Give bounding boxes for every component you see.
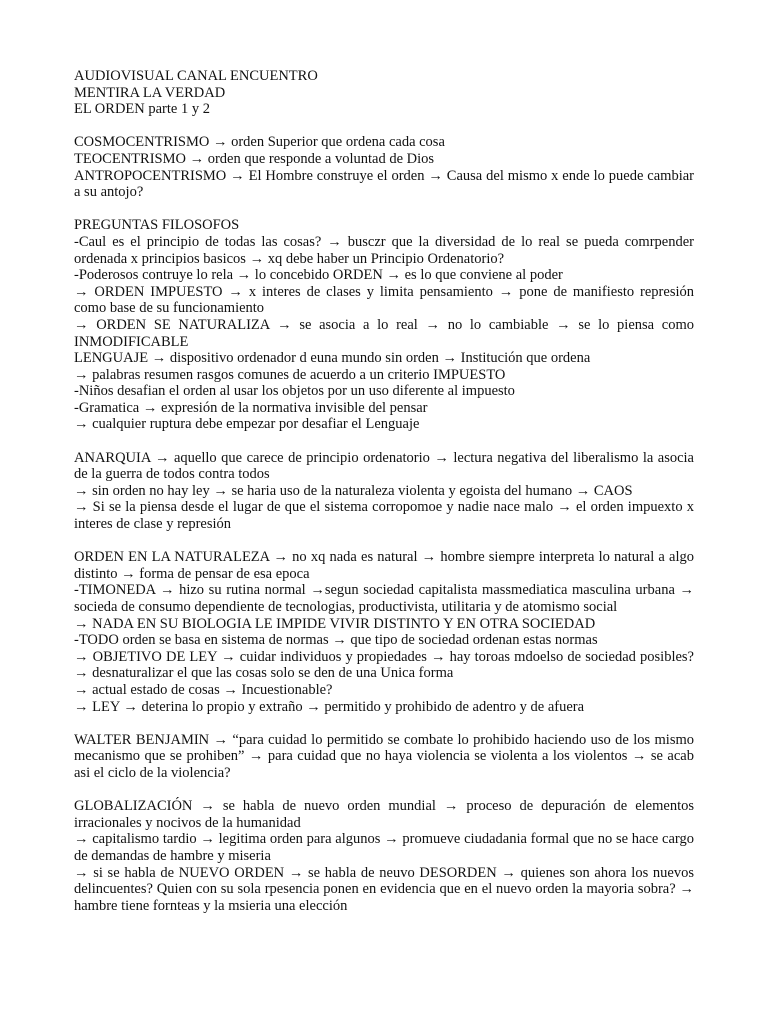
header-line: MENTIRA LA VERDAD bbox=[74, 84, 226, 101]
paragraph-line: GLOBALIZACIÓN → se habla de nuevo orden mundial → proceso de depuración de elementos irracionales y nocivos de la humanidad bbox=[74, 798, 694, 831]
paragraph-line: -Gramatica → expresión de la normativa invisible del pensar bbox=[74, 399, 428, 416]
paragraph-line: -Poderosos contruye lo rela → lo concebido ORDEN → es lo que conviene al poder bbox=[74, 267, 563, 284]
paragraph-line: → si se habla de NUEVO ORDEN → se habla de neuvo DESORDEN → quienes son ahora los nuevos delincuentes? Quien con su sola rpesencia ponen en evidencia que en el nuevo orden la mayoria sobra? → hambre tiene fornteas y la msieria una elección bbox=[74, 864, 694, 914]
paragraph-line: PREGUNTAS FILOSOFOS bbox=[74, 217, 240, 234]
header-line: EL ORDEN parte 1 y 2 bbox=[74, 101, 210, 118]
paragraph-line: LENGUAJE → dispositivo ordenador d euna mundo sin orden → Institución que ordena bbox=[74, 350, 591, 367]
paragraph-line: → ORDEN IMPUESTO → x interes de clases y limita pensamiento → pone de manifiesto represión como base de su funcionamiento bbox=[74, 283, 694, 317]
paragraph-line: → NADA EN SU BIOLOGIA LE IMPIDE VIVIR DISTINTO Y EN OTRA SOCIEDAD bbox=[74, 615, 596, 632]
paragraph-line: ORDEN EN LA NATURALEZA → no xq nada es natural → hombre siempre interpreta lo natural a algo distinto → forma de pensar de esa epoca bbox=[74, 549, 694, 582]
paragraph-line: → ORDEN SE NATURALIZA → se asocia a lo real → no lo cambiable → se lo piensa como INMODIFICABLE bbox=[74, 316, 694, 350]
paragraph-line: -Caul es el principio de todas las cosas? → busczr que la diversidad de lo real se pueda comrpender ordenada x principios basicos → xq debe haber un Principio Ordenatorio? bbox=[74, 233, 694, 267]
paragraph-line: ANARQUIA → aquello que carece de principio ordenatorio → lectura negativa del liberalismo la asocia de la guerra de todos contra todos bbox=[74, 449, 694, 483]
paragraph-line: WALTER BENJAMIN → “para cuidad lo permitido se combate lo prohibido haciendo uso de los mismo mecanismo que se prohiben” → para cuidad que no haya violencia se violenta a los violentos → se acab asi el ciclo de la violencia? bbox=[74, 731, 694, 781]
paragraph-line: COSMOCENTRISMO → orden Superior que ordena cada cosa bbox=[74, 134, 445, 151]
section-globalizacion bbox=[74, 798, 694, 914]
section-anarquia bbox=[74, 450, 694, 533]
paragraph-line: → sin orden no hay ley → se haria uso de la naturaleza violenta y egoista del humano → CAOS bbox=[74, 482, 633, 499]
section-preguntas-filosofos bbox=[74, 217, 694, 433]
section-centrismos bbox=[74, 134, 694, 200]
paragraph-line: -TODO orden se basa en sistema de normas → que tipo de sociedad ordenan estas normas bbox=[74, 632, 598, 649]
paragraph-line: → OBJETIVO DE LEY → cuidar individuos y propiedades → hay toroas mdoelso de sociedad posibles? → desnaturalizar el que las cosas solo se den de una Unica forma bbox=[74, 648, 694, 682]
paragraph-line: TEOCENTRISMO → orden que responde a voluntad de Dios bbox=[74, 150, 435, 167]
paragraph-line: → capitalismo tardio → legitima orden para algunos → promueve ciudadania formal que no se hace cargo de demandas de hambre y miseria bbox=[74, 831, 694, 864]
section-walter-benjamin bbox=[74, 732, 694, 782]
paragraph-line: → Si se la piensa desde el lugar de que el sistema corropomoe y nadie nace malo → el orden impuexto x interes de clase y represión bbox=[74, 499, 694, 533]
document-header bbox=[74, 68, 694, 118]
paragraph-line: ANTROPOCENTRISMO → El Hombre construye el orden → Causa del mismo x ende lo puede cambiar a su antojo? bbox=[74, 167, 694, 201]
paragraph-line: → palabras resumen rasgos comunes de acuerdo a un criterio IMPUESTO bbox=[74, 366, 506, 383]
paragraph-line: -TIMONEDA → hizo su rutina normal →segun sociedad capitalista massmediatica masculina urbana → socieda de consumo dependiente de tecnologias, productivista, utilitaria y de atomismo social bbox=[74, 582, 694, 615]
document-page bbox=[74, 68, 694, 931]
paragraph-line: → actual estado de cosas → Incuestionable? bbox=[74, 681, 333, 698]
header-line: AUDIOVISUAL CANAL ENCUENTRO bbox=[74, 68, 318, 84]
section-orden-naturaleza bbox=[74, 549, 694, 715]
paragraph-line: → cualquier ruptura debe empezar por desafiar el Lenguaje bbox=[74, 416, 420, 433]
paragraph-line: -Niños desafian el orden al usar los objetos por un uso diferente al impuesto bbox=[74, 383, 515, 400]
paragraph-line: → LEY → deterina lo propio y extraño → permitido y prohibido de adentro y de afuera bbox=[74, 698, 585, 715]
